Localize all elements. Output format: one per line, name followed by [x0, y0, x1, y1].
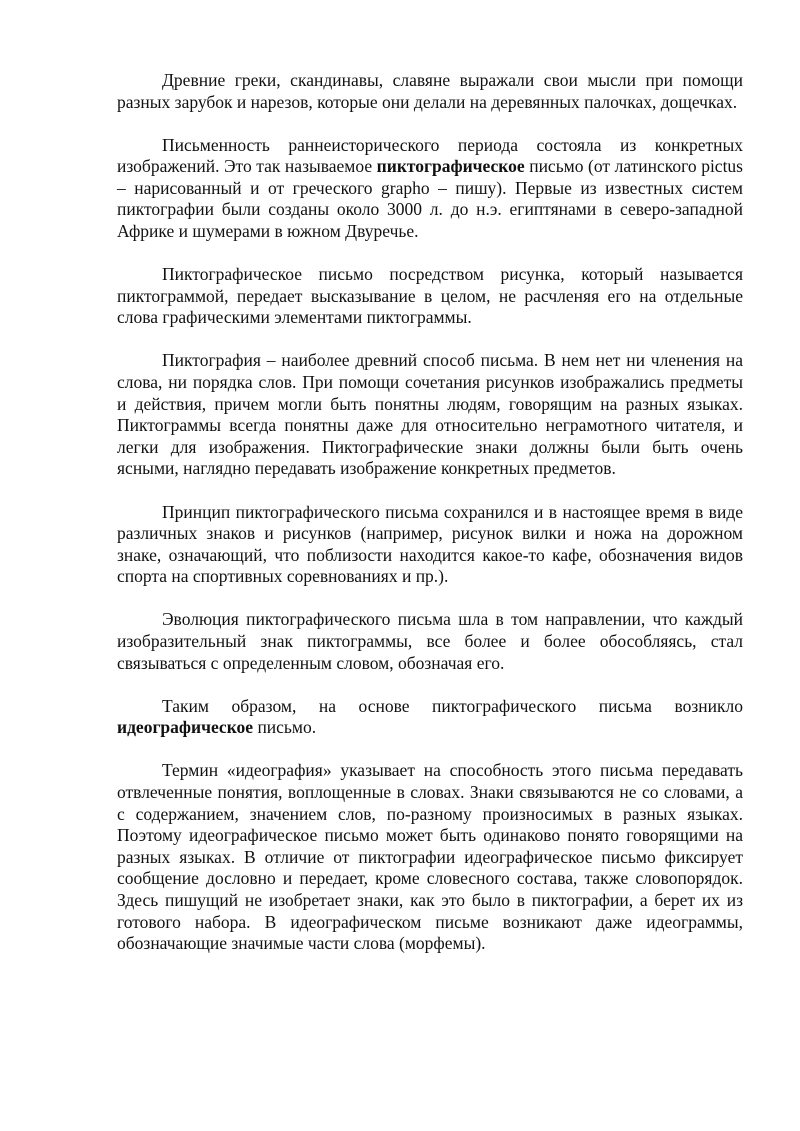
bold-term-ideographic: идеографическое: [117, 717, 254, 738]
paragraph-text: Письменность раннеисторического периода состояла из конкретных изображений. Это так называемое: [117, 134, 743, 177]
paragraph-text: письмо (от латинского pictus – нарисованный и от греческого grapho – пишу). Первые из известных систем пиктографии были созданы около 3000 л. до н.э. египтянами в северо-западной Африке и шумерами в южном Двуречье.: [117, 156, 743, 242]
paragraph-text: Принцип пиктографического письма сохранился и в настоящее время в виде различных знаков и рисунков (например, рисунок вилки и ножа на дорожном знаке, означающий, что поблизости находится какое-то кафе, обозначения видов спорта на спортивных соревнованиях и пр.).: [117, 501, 743, 587]
paragraph-text: Таким образом, на основе пиктографического письма возникло: [162, 695, 743, 716]
paragraph-text: Пиктографическое письмо посредством рисунка, который называется пиктограммой, передает высказывание в целом, не расчленяя его на отдельные слова графическими элементами пиктограммы.: [117, 264, 743, 328]
bold-term-pictographic: пиктографическое: [376, 156, 525, 177]
paragraph-text: письмо.: [253, 717, 317, 738]
paragraph-text: Пиктография – наиболее древний способ письма. В нем нет ни членения на слова, ни порядка слов. При помощи сочетания рисунков изображались предметы и действия, причем могли быть понятны людям, говорящим на разных языках. Пиктограммы всегда понятны даже для относительно неграмотного читателя, и легки для изображения. Пиктографические знаки должны были быть очень ясными, наглядно передавать изображение конкретных предметов.: [117, 350, 743, 479]
paragraph-evolution: [117, 609, 743, 674]
paragraph-ideography-term: [117, 760, 743, 954]
paragraph-modern-usage: [117, 502, 743, 588]
paragraph-early-writing: [117, 135, 743, 243]
paragraph-pictography-features: [117, 350, 743, 480]
paragraph-text: Термин «идеография» указывает на способность этого письма передавать отвлеченные понятия, воплощенные в словах. Знаки связываются не со словами, а с содержанием, значением слов, по-разному произносимых в разных языках. Поэтому идеографическое письмо может быть одинаково понято говорящими на разных языках. В отличие от пиктографии идеографическое письмо фиксирует сообщение дословно и передает, кроме словесного состава, также словопорядок. Здесь пишущий не изобретает знаки, как это было в пиктографии, а берет их из готового набора. В идеографическом письме возникают даже идеограммы, обозначающие значимые части слова (морфемы).: [117, 760, 743, 954]
paragraph-text: Древние греки, скандинавы, славяне выражали свои мысли при помощи разных зарубок и нарезов, которые они делали на деревянных палочках, дощечках.: [117, 70, 743, 112]
paragraph-pictogram-definition: [117, 264, 743, 329]
paragraph-ideographic-origin: [117, 696, 743, 739]
paragraph-text: Эволюция пиктографического письма шла в том направлении, что каждый изобразительный знак пиктограммы, все более и более обособляясь, стал связываться с определенным словом, обозначая его.: [117, 609, 743, 673]
paragraph-ancient-notches: [117, 70, 743, 113]
